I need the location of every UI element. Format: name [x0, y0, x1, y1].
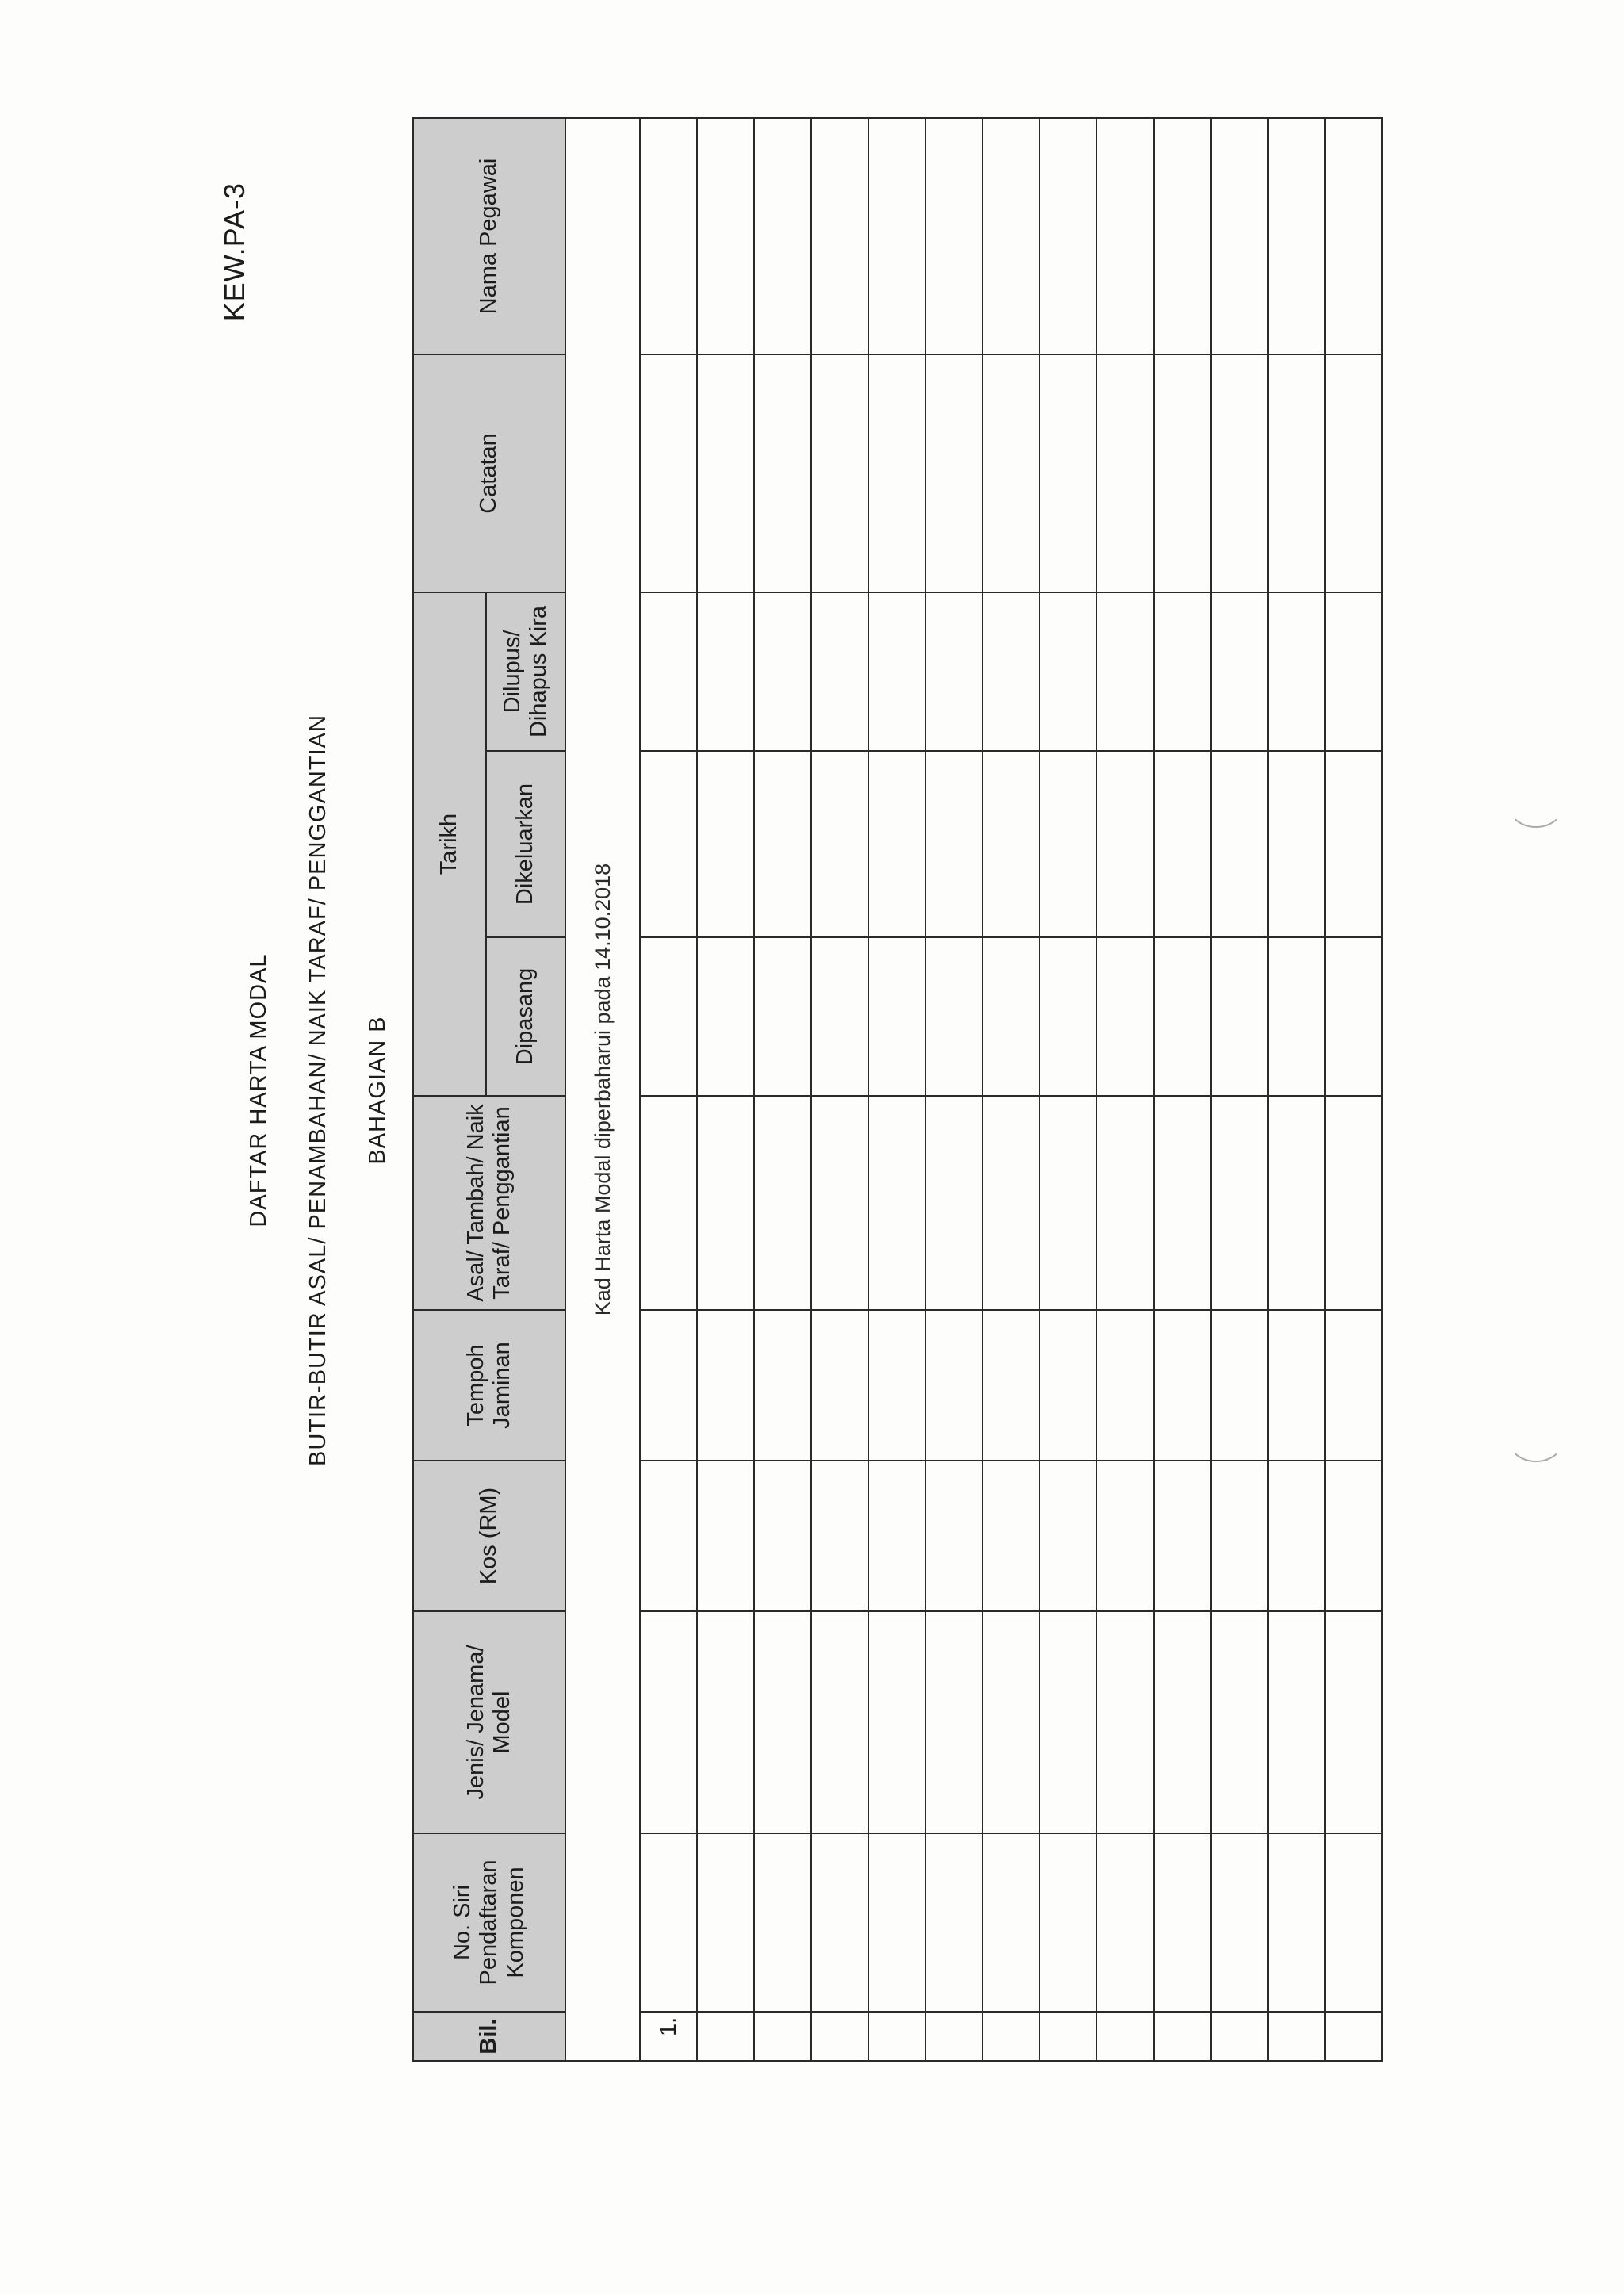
table-cell [1040, 2012, 1097, 2061]
table-cell [811, 937, 868, 1096]
table-cell [1268, 1096, 1325, 1310]
table-cell [697, 2012, 754, 2061]
table-cell [1268, 354, 1325, 592]
table-cell [925, 937, 982, 1096]
table-cell [1040, 751, 1097, 937]
scan-artifact-mark [1507, 1411, 1565, 1462]
table-cell [1325, 937, 1382, 1096]
table-cell [1268, 1461, 1325, 1611]
table-cell [982, 2012, 1040, 2061]
table-cell [1154, 751, 1211, 937]
header-catatan: Catatan [413, 354, 565, 592]
table-cell [1325, 1096, 1382, 1310]
table-cell [1211, 1096, 1268, 1310]
table-cell [1040, 1833, 1097, 2012]
table-row [1211, 118, 1268, 2061]
document-code: KEW.PA-3 [218, 182, 251, 322]
table-cell [640, 1611, 697, 1833]
document-title: DAFTAR HARTA MODAL [246, 953, 271, 1227]
table-cell [811, 1833, 868, 2012]
table-cell [1211, 118, 1268, 354]
table-cell [1097, 751, 1154, 937]
table-cell [1040, 354, 1097, 592]
scan-artifact-mark [1507, 777, 1565, 828]
table-cell [982, 1310, 1040, 1461]
table-cell [811, 118, 868, 354]
table-cell [1211, 751, 1268, 937]
table-cell [982, 1461, 1040, 1611]
table-cell [982, 592, 1040, 751]
table-cell [754, 1611, 811, 1833]
table-cell [1097, 354, 1154, 592]
header-kos: Kos (RM) [413, 1461, 565, 1611]
table-row [868, 118, 925, 2061]
table-cell [640, 1096, 697, 1310]
table-cell [1040, 937, 1097, 1096]
table-cell [1268, 592, 1325, 751]
table-cell [1211, 592, 1268, 751]
table-cell [1040, 1611, 1097, 1833]
table-cell [1325, 1310, 1382, 1461]
table-cell [811, 1310, 868, 1461]
table-cell [754, 118, 811, 354]
table-cell [754, 1833, 811, 2012]
table-cell [640, 1310, 697, 1461]
table-cell [640, 118, 697, 354]
table-cell [697, 1833, 754, 2012]
table-cell [925, 354, 982, 592]
header-nama-pegawai: Nama Pegawai [413, 118, 565, 354]
header-jenis: Jenis/ Jenama/ Model [413, 1611, 565, 1833]
table-row [1154, 118, 1211, 2061]
table-cell [697, 118, 754, 354]
table-cell [697, 1461, 754, 1611]
table-cell [1211, 937, 1268, 1096]
table-cell [1154, 1611, 1211, 1833]
header-dikeluarkan: Dikeluarkan [486, 751, 565, 937]
form-landscape [218, 119, 1443, 2062]
table-cell [697, 354, 754, 592]
table-cell [868, 1611, 925, 1833]
table-cell [754, 2012, 811, 2061]
table-cell [1154, 1833, 1211, 2012]
table-cell [811, 1611, 868, 1833]
table-cell [1154, 592, 1211, 751]
table-cell [1040, 1096, 1097, 1310]
table-cell [754, 937, 811, 1096]
table-cell [1211, 1833, 1268, 2012]
table-cell [811, 751, 868, 937]
table-cell [640, 592, 697, 751]
table-cell [868, 937, 925, 1096]
table-cell [925, 1310, 982, 1461]
table-cell [754, 592, 811, 751]
header-dilupus: Dilupus/ Dihapus Kira [486, 592, 565, 751]
table-cell [868, 354, 925, 592]
table-cell [1097, 2012, 1154, 2061]
table-cell [1040, 1461, 1097, 1611]
table-cell [982, 751, 1040, 937]
table-row [1268, 118, 1325, 2061]
table-cell [697, 1310, 754, 1461]
table-cell [1040, 118, 1097, 354]
table-cell [925, 2012, 982, 2061]
table-cell [1211, 1461, 1268, 1611]
table-cell [1097, 1611, 1154, 1833]
table-cell [640, 354, 697, 592]
table-cell [982, 1611, 1040, 1833]
table-cell [1268, 118, 1325, 354]
table-cell [925, 1461, 982, 1611]
table-cell [925, 1611, 982, 1833]
table-row [811, 118, 868, 2061]
table-cell [1325, 2012, 1382, 2061]
table-cell [1040, 592, 1097, 751]
table-cell [982, 1096, 1040, 1310]
table-cell [1325, 1461, 1382, 1611]
table-cell [754, 354, 811, 592]
table-cell [697, 1611, 754, 1833]
table-cell [754, 1096, 811, 1310]
table-cell [1154, 354, 1211, 592]
table-cell [1097, 592, 1154, 751]
table-cell [1268, 1310, 1325, 1461]
table-cell [754, 1310, 811, 1461]
table-row [754, 118, 811, 2061]
table-cell [925, 1096, 982, 1310]
table-cell [697, 592, 754, 751]
table-note: Kad Harta Modal diperbaharui pada 14.10.2018 [565, 118, 640, 2061]
table-cell [1325, 354, 1382, 592]
table-cell [1097, 1096, 1154, 1310]
header-no-siri: No. Siri Pendaftaran Komponen [413, 1833, 565, 2012]
table-cell [1325, 592, 1382, 751]
table-cell [640, 751, 697, 937]
table-row [1097, 118, 1154, 2061]
header-asal: Asal/ Tambah/ Naik Taraf/ Penggantian [413, 1096, 565, 1310]
table-cell [1154, 1310, 1211, 1461]
table-cell [868, 1833, 925, 2012]
header-dipasang: Dipasang [486, 937, 565, 1096]
table-row [1325, 118, 1382, 2061]
table-cell [640, 1833, 697, 2012]
table-cell [1154, 937, 1211, 1096]
table-row [1040, 118, 1097, 2061]
table-cell [1040, 1310, 1097, 1461]
section-label: BAHAGIAN B [365, 1016, 390, 1165]
table-cell [697, 751, 754, 937]
header-bil: Bil. [413, 2012, 565, 2061]
table-cell [1268, 751, 1325, 937]
table-cell [1154, 1461, 1211, 1611]
table-cell [1211, 1611, 1268, 1833]
table-cell [640, 937, 697, 1096]
table-cell [697, 1096, 754, 1310]
table-cell [1097, 1833, 1154, 2012]
table-cell [1325, 118, 1382, 354]
table-cell [925, 751, 982, 937]
table-cell [925, 592, 982, 751]
table-cell [811, 1461, 868, 1611]
table-cell [1268, 1833, 1325, 2012]
header-tarikh: Tarikh [413, 592, 486, 1096]
table-cell [982, 1833, 1040, 2012]
table-cell [697, 937, 754, 1096]
table-cell [868, 592, 925, 751]
document-subtitle: BUTIR-BUTIR ASAL/ PENAMBAHAN/ NAIK TARAF/ PENGGANTIAN [305, 714, 331, 1466]
table-cell [754, 751, 811, 937]
table-row [640, 118, 697, 2061]
table-cell [868, 1096, 925, 1310]
table-row [925, 118, 982, 2061]
table-cell [754, 1461, 811, 1611]
table-cell [1097, 937, 1154, 1096]
table-cell [1211, 1310, 1268, 1461]
table-cell [1154, 1096, 1211, 1310]
row-number: 1. [640, 2012, 697, 2061]
table-cell [1211, 2012, 1268, 2061]
header-tempoh: Tempoh Jaminan [413, 1310, 565, 1461]
table-cell [982, 354, 1040, 592]
table-cell [1325, 751, 1382, 937]
table-cell [1268, 937, 1325, 1096]
table-cell [868, 1310, 925, 1461]
table-cell [982, 937, 1040, 1096]
table-cell [868, 1461, 925, 1611]
table-cell [1154, 2012, 1211, 2061]
table-cell [1154, 118, 1211, 354]
table-cell [1097, 118, 1154, 354]
table-cell [640, 1461, 697, 1611]
table-cell [811, 1096, 868, 1310]
asset-component-table [412, 117, 1383, 2062]
table-cell [1268, 1611, 1325, 1833]
table-cell [1325, 1611, 1382, 1833]
table-cell [1325, 1833, 1382, 2012]
table-cell [925, 1833, 982, 2012]
table-cell [811, 2012, 868, 2061]
table-cell [811, 354, 868, 592]
table-cell [868, 118, 925, 354]
table-cell [1211, 354, 1268, 592]
table-cell [982, 118, 1040, 354]
table-row [982, 118, 1040, 2061]
table-cell [925, 118, 982, 354]
table-cell [868, 751, 925, 937]
table-cell [1097, 1461, 1154, 1611]
table-cell [811, 592, 868, 751]
table-cell [1097, 1310, 1154, 1461]
table-cell [1268, 2012, 1325, 2061]
table-cell [868, 2012, 925, 2061]
table-row [697, 118, 754, 2061]
